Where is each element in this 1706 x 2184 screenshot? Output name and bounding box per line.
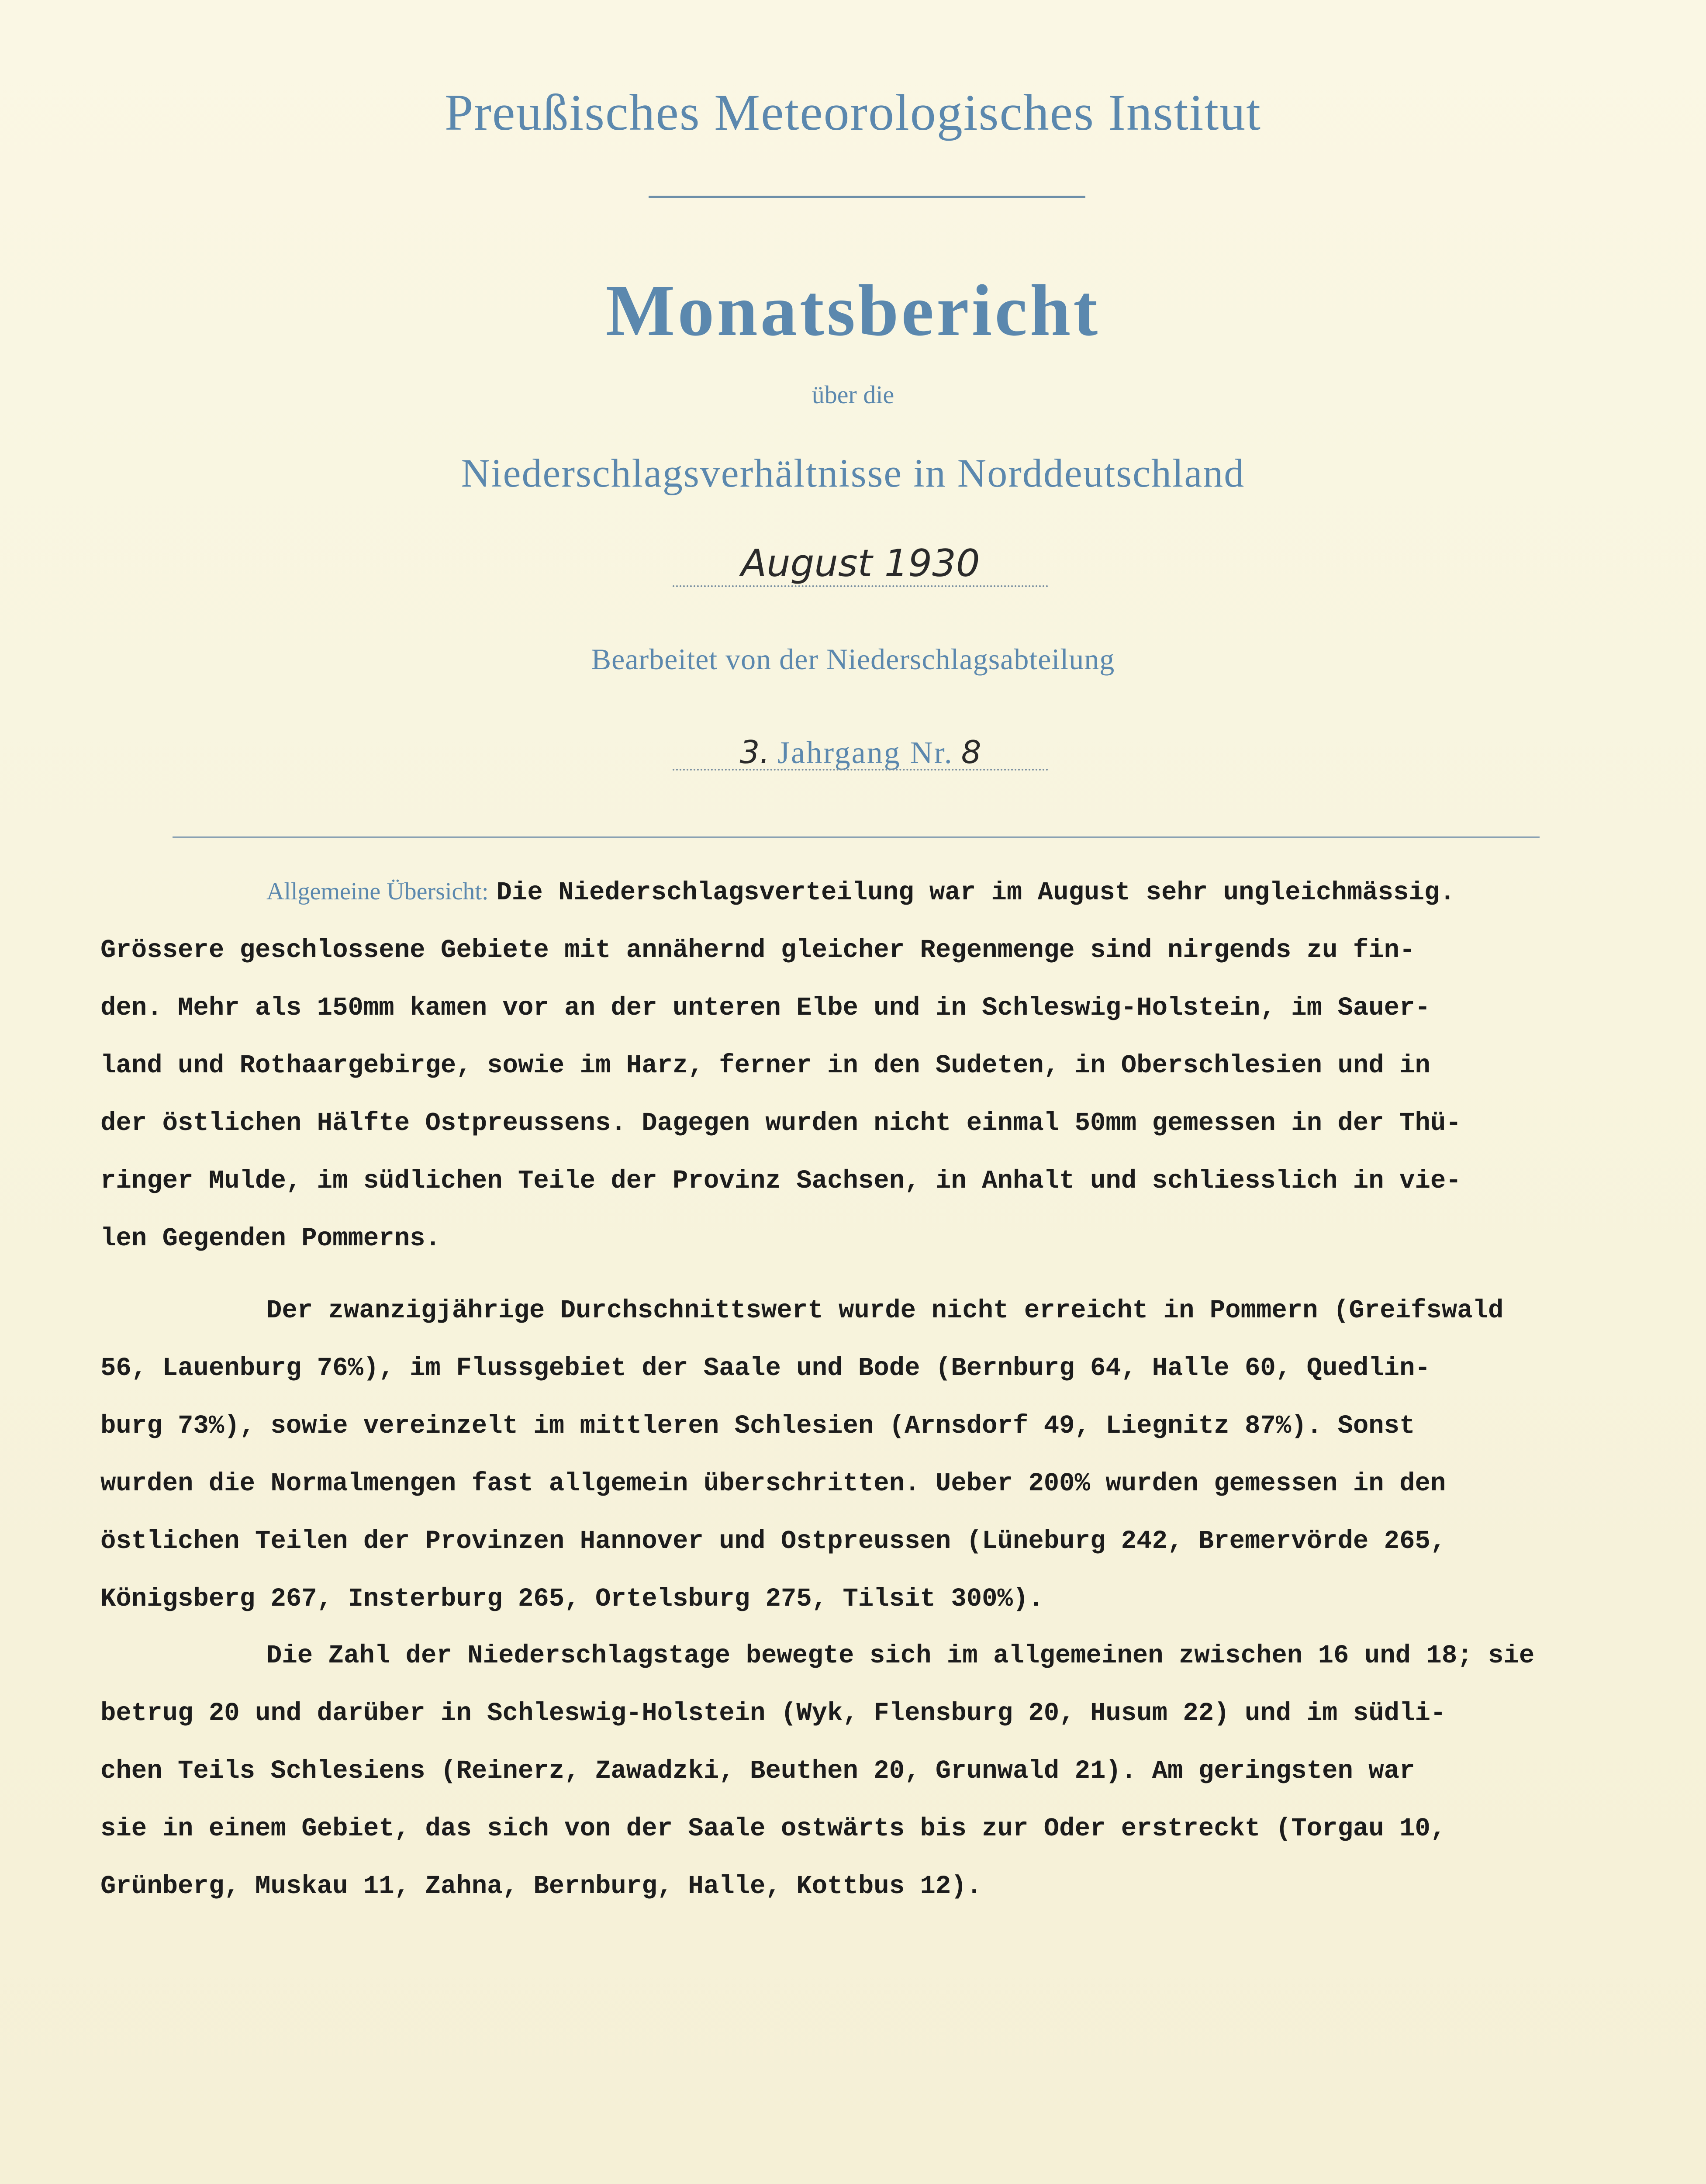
paragraph-line: Die Zahl der Niederschlagstage bewegte sich im allgemeinen zwischen 16 und 18; sie — [266, 1641, 1535, 1670]
paragraph-line: len Gegenden Pommerns. — [100, 1224, 441, 1253]
paragraph-line: wurden die Normalmengen fast allgemein überschritten. Ueber 200% wurden gemessen in den — [100, 1469, 1446, 1498]
paragraph-line: sie in einem Gebiet, das sich von der Saale ostwärts bis zur Oder erstreckt (Torgau 10, — [100, 1814, 1446, 1843]
paragraph-average — [100, 1282, 1612, 1628]
paragraph-line: östlichen Teilen der Provinzen Hannover und Ostpreussen (Lüneburg 242, Bremervörde 265, — [100, 1527, 1446, 1556]
paragraph-line — [100, 863, 1612, 922]
report-period-handwritten: August 1930 — [741, 542, 980, 585]
report-subtitle-connector: über die — [812, 380, 894, 409]
paragraph-line: den. Mehr als 150mm kamen vor an der unteren Elbe und in Schleswig-Holstein, im Sauer- — [100, 993, 1430, 1023]
paragraph-line: ringer Mulde, im südlichen Teile der Provinz Sachsen, in Anhalt und schliesslich in vie- — [100, 1166, 1461, 1196]
paragraph-line: der östlichen Hälfte Ostpreussens. Dagegen wurden nicht einmal 50mm gemessen in der Thü- — [100, 1109, 1461, 1138]
paragraph-line: 56, Lauenburg 76%), im Flussgebiet der Saale und Bode (Bernburg 64, Halle 60, Quedlin- — [100, 1354, 1430, 1383]
issue-dotted-line — [673, 769, 1048, 771]
issue-line — [673, 734, 1048, 773]
header-divider — [649, 196, 1085, 198]
paragraph-line: burg 73%), sowie vereinzelt im mittleren Schlesien (Arnsdorf 49, Liegnitz 87%). Sonst — [100, 1411, 1415, 1441]
paragraph-line: Grössere geschlossene Gebiete mit annähernd gleicher Regenmenge sind nirgends zu fin- — [100, 936, 1415, 965]
paragraph-line: Der zwanzigjährige Durchschnittswert wurde nicht erreicht in Pommern (Greifswald — [266, 1296, 1504, 1325]
section-divider — [173, 836, 1540, 838]
report-subject: Niederschlagsverhältnisse in Norddeutschland — [461, 451, 1245, 495]
paragraph-line: betrug 20 und darüber in Schleswig-Holstein (Wyk, Flensburg 20, Husum 22) und im südli- — [100, 1699, 1446, 1728]
volume-number-handwritten: 3. — [739, 734, 770, 771]
paragraph-overview — [100, 863, 1612, 1268]
report-title: Monatsbericht — [605, 270, 1101, 351]
institute-name: Preußisches Meteorologisches Institut — [445, 84, 1261, 141]
editor-line: Bearbeitet von der Niederschlagsabteilung — [591, 643, 1115, 676]
paragraph-precipitation-days — [100, 1627, 1612, 1915]
issue-number-handwritten: 8 — [961, 734, 981, 771]
paragraph-line: Grünberg, Muskau 11, Zahna, Bernburg, Halle, Kottbus 12). — [100, 1872, 982, 1901]
section-label: Allgemeine Übersicht: — [266, 878, 489, 905]
line-text: Die Niederschlagsverteilung war im August sehr ungleichmässig. — [496, 878, 1455, 907]
paragraph-line: chen Teils Schlesiens (Reinerz, Zawadzki, Beuthen 20, Grunwald 21). Am geringsten war — [100, 1756, 1415, 1786]
volume-label: Jahrgang Nr. — [777, 735, 953, 770]
paragraph-line: land und Rothaargebirge, sowie im Harz, ferner in den Sudeten, in Oberschlesien und in — [100, 1051, 1430, 1080]
paragraph-line: Königsberg 267, Insterburg 265, Ortelsburg 275, Tilsit 300%). — [100, 1584, 1044, 1614]
